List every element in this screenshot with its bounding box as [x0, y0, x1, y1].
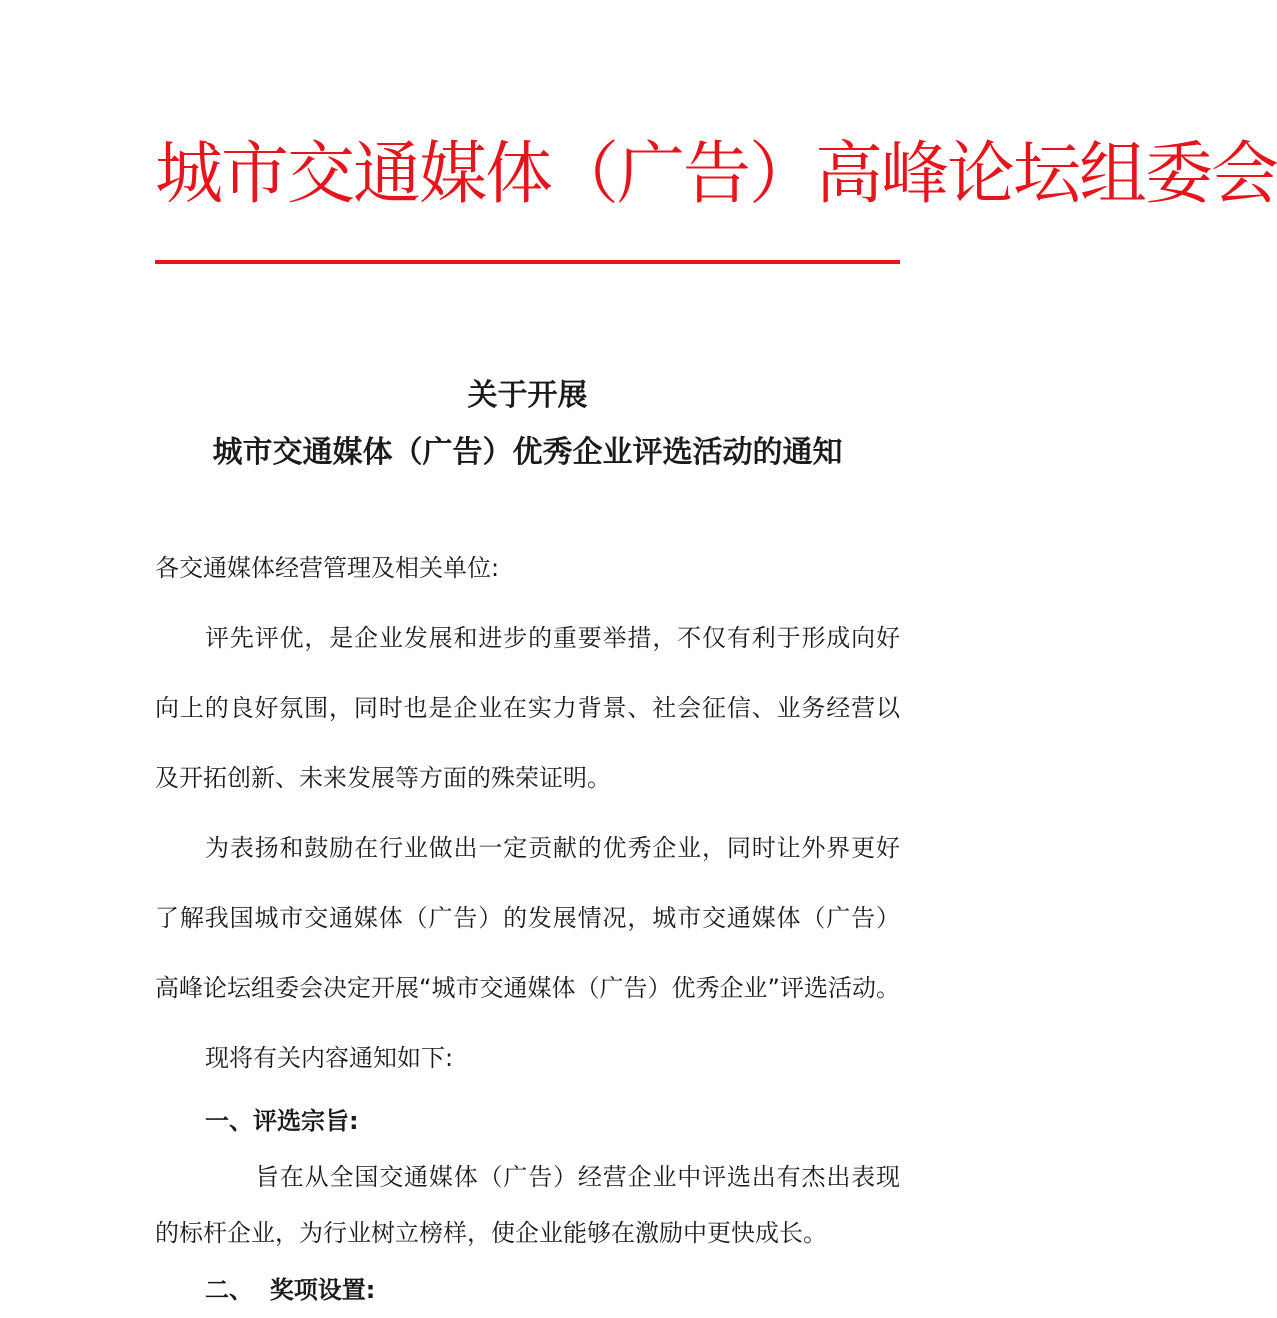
notice-intro: 现将有关内容通知如下: — [205, 1044, 454, 1072]
organization-header: 城市交通媒体（广告）高峰论坛组委会 — [155, 135, 1277, 214]
paragraph-2-line-2: 了解我国城市交通媒体（广告）的发展情况，城市交通媒体（广告） — [155, 904, 900, 932]
salutation: 各交通媒体经营管理及相关单位: — [155, 554, 500, 582]
section-1-text-line-2: 的标杆企业，为行业树立榜样，使企业能够在激励中更快成长。 — [155, 1219, 827, 1247]
paragraph-2-line-3: 高峰论坛组委会决定开展“城市交通媒体（广告）优秀企业”评选活动。 — [155, 974, 900, 1002]
paragraph-1-line-1: 评先评优，是企业发展和进步的重要举措，不仅有利于形成向好 — [205, 624, 900, 652]
paragraph-1-line-3: 及开拓创新、未来发展等方面的殊荣证明。 — [155, 764, 611, 792]
document-title-line1: 关于开展 — [467, 378, 588, 413]
header-red-rule — [155, 260, 900, 264]
paragraph-1-line-2: 向上的良好氛围，同时也是企业在实力背景、社会征信、业务经营以 — [155, 694, 900, 722]
section-1-heading: 一、评选宗旨: — [205, 1107, 359, 1135]
section-1-text-line-1: 旨在从全国交通媒体（广告）经营企业中评选出有杰出表现 — [255, 1163, 900, 1191]
section-2-heading: 二、 奖项设置: — [205, 1276, 376, 1304]
document-title-line2: 城市交通媒体（广告）优秀企业评选活动的通知 — [212, 435, 843, 470]
paragraph-2-line-1: 为表扬和鼓励在行业做出一定贡献的优秀企业，同时让外界更好 — [205, 834, 900, 862]
